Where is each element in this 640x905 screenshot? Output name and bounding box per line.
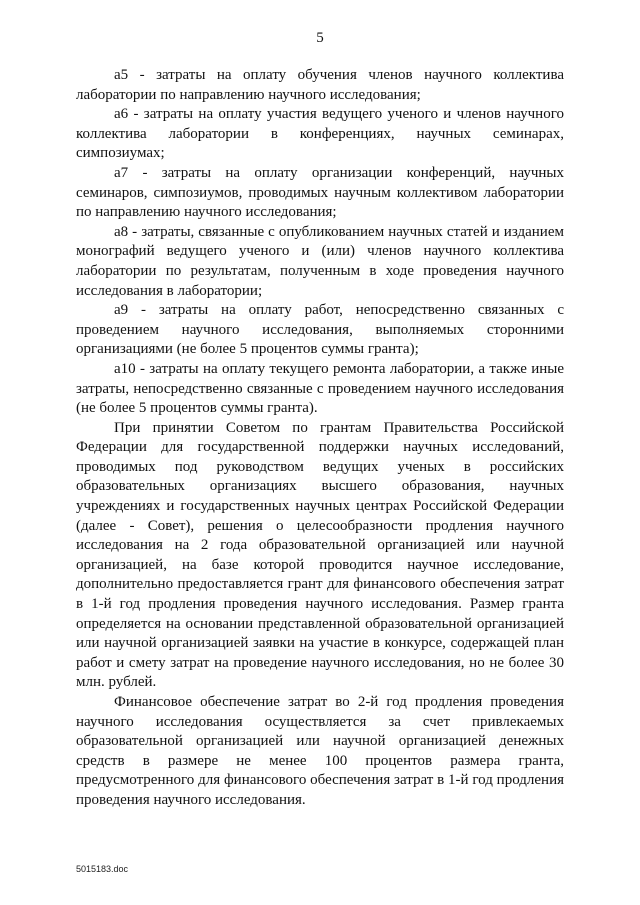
page-number: 5 (316, 30, 324, 46)
paragraph-grant-extension: При принятии Советом по грантам Правительства Российской Федерации для государственной поддержки научных исследований, проводимых под руководством ведущих ученых в российских образовательных организациях высшего образования, научных учреждениях и государственных научных центрах Российской Федерации (далее - Совет), решения о целесообразности продления научного исследования на 2 года образовательной организацией или научной организацией, на базе которой проводится научное исследование, дополнительно предоставляется грант для финансового обеспечения затрат в 1-й год продления проведения научного исследования. Размер гранта определяется на основании представленной образовательной организацией или научной организацией заявки на участие в конкурсе, содержащей план работ и смету затрат на проведение научного исследования, но не более 30 млн. рублей. (76, 419, 564, 691)
footer-filename: 5015183.doc (76, 864, 129, 874)
document-body (76, 66, 564, 811)
paragraph-a8: а8 - затраты, связанные с опубликованием научных статей и изданием монографий ведущего ученого и (или) членов научного коллектива лаборатории по результатам, полученным в ходе проведения научного исследования в лаборатории; (76, 223, 564, 299)
paragraph-a9: а9 - затраты на оплату работ, непосредственно связанных с проведением научного исследования, выполняемых сторонними организациями (не более 5 процентов суммы гранта); (76, 302, 564, 358)
paragraph-second-year-funding: Финансовое обеспечение затрат во 2-й год продления проведения научного исследования осуществляется за счет привлекаемых образовательной организацией или научной организацией денежных средств в размере не менее 100 процентов размера гранта, предусмотренного для финансового обеспечения затрат в 1-й год продления проведения научного исследования. (76, 694, 564, 808)
paragraph-a5: а5 - затраты на оплату обучения членов научного коллектива лаборатории по направлению научного исследования; (76, 67, 564, 103)
paragraph-a10: а10 - затраты на оплату текущего ремонта лаборатории, а также иные затраты, непосредственно связанные с проведением научного исследования (не более 5 процентов суммы гранта). (76, 360, 564, 417)
paragraph-a6: а6 - затраты на оплату участия ведущего ученого и членов научного коллектива лаборатории в конференциях, научных семинарах, симпозиумах; (76, 106, 564, 162)
paragraph-a7: а7 - затраты на оплату организации конференций, научных семинаров, симпозиумов, проводимых научным коллективом лаборатории по направлению научного исследования; (76, 164, 564, 221)
